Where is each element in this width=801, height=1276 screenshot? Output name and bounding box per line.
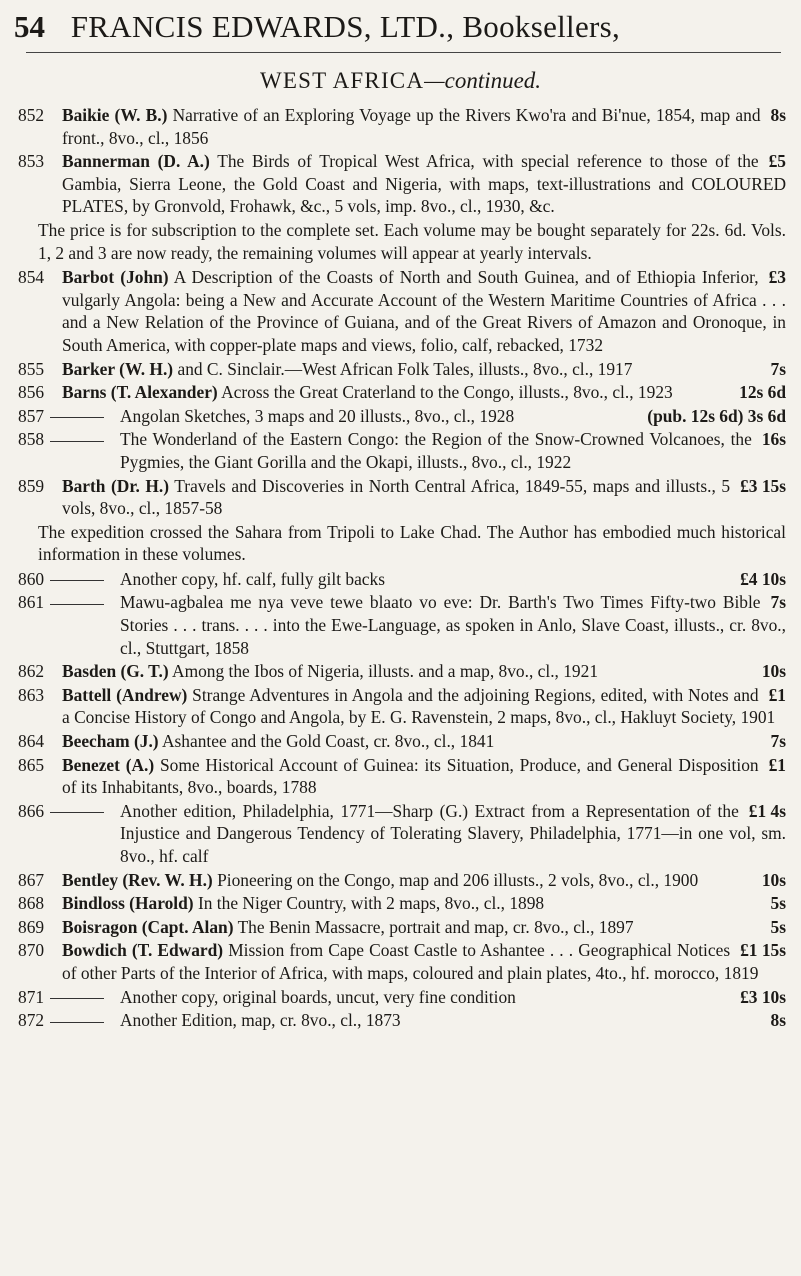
catalogue-entry [18,892,786,915]
entry-description: Ashantee and the Gold Coast, cr. 8vo., cl., 1841 [161,731,495,752]
entry-price: £4 10s [740,568,786,589]
entry-body [62,104,786,149]
entry-description: Among the Ibos of Nigeria, illusts. and a map, 8vo., cl., 1921 [172,661,599,682]
entry-author: Beecham (J.) [62,731,159,752]
entry-price: 5s [770,916,786,937]
entry-author: Barbot (John) [62,267,169,288]
catalogue-entry [18,800,786,868]
lot-number: 865 [18,754,45,775]
entry-price: 7s [770,592,786,613]
entry-author: Bannerman (D. A.) [62,151,210,172]
section-continued: —continued. [424,68,542,93]
firm-title: FRANCIS EDWARDS, LTD., Booksellers, [70,9,621,44]
catalogue-entry [18,150,786,218]
entry-note: The expedition crossed the Sahara from Tripoli to Lake Chad. The Author has embodied much historical information in these volumes. [38,521,786,565]
entry-description: Some Historical Account of Guinea: its Situation, Produce, and General Disposition of its Inhabitants, 8vo., boards, 1788 [62,754,759,798]
catalogue-entry [18,869,786,892]
catalogue-entry [18,568,786,591]
catalogue-entry [18,916,786,939]
entry-description: and C. Sinclair.—West African Folk Tales, illusts., 8vo., cl., 1917 [177,358,633,379]
entry-description: In the Niger Country, with 2 maps, 8vo., cl., 1898 [197,893,545,914]
entry-description: Another Edition, map, cr. 8vo., cl., 1873 [120,1010,401,1031]
entry-price: 8s [770,105,786,125]
entry-body [62,405,786,428]
lot-number: 871 [18,986,104,1009]
lot-number: 861 [18,591,104,614]
catalogue-entry [18,660,786,683]
entry-description: The Benin Massacre, portrait and map, cr. 8vo., cl., 1897 [237,916,634,937]
entry-body [62,684,786,729]
entry-note: The price is for subscription to the complete set. Each volume may be bought separately for 22s. 6d. Vols. 1, 2 and 3 are now ready, the remaining volumes will appear at yearly intervals. [38,219,786,263]
catalogue-entry [18,591,786,659]
entry-description: Pioneering on the Congo, map and 206 illusts., 2 vols, 8vo., cl., 1900 [217,869,699,890]
entry-body [62,892,786,915]
entry-price: (pub. 12s 6d) 3s 6d [647,405,786,426]
entry-body [62,916,786,939]
section-title: WEST AFRICA [259,68,425,93]
entry-author: Barth (Dr. H.) [62,475,170,496]
entry-body [62,986,786,1009]
entry-body [62,266,786,356]
entry-body [62,428,786,473]
entry-description: The Wonderland of the Eastern Congo: the Region of the Snow-Crowned Volcanoes, the Pygmies, the Giant Gorilla and the Okapi, illusts., 8vo., cl., 1922 [120,429,752,472]
entry-price: £1 15s [740,940,786,961]
entry-body [62,475,786,520]
entry-description: Travels and Discoveries in North Central Africa, 1849-55, maps and illusts., 5 vols, 8vo., cl., 1857-58 [62,475,731,519]
entry-body [62,568,786,591]
header-rule [26,52,781,53]
catalogue-list [18,104,786,1264]
catalogue-entry [18,1009,786,1032]
catalogue-entry [18,405,786,428]
entry-author: Benezet (A.) [62,754,155,775]
entry-author: Bindloss (Harold) [62,893,194,914]
entry-price: 16s [761,429,786,450]
catalogue-entry [18,986,786,1009]
entry-description: The Birds of Tropical West Africa, with special reference to those of the Gambia, Sierra Leone, the Gold Coast and Nigeria, with maps, text-illustrations and COLOURED PLATES, by Gronvold, Frohawk, &c., 5 vols, imp. 8vo., cl., 1930, &c. [62,151,786,217]
entry-author: Bentley (Rev. W. H.) [62,869,213,890]
entry-price: £3 [768,267,786,288]
lot-number: 868 [18,893,45,914]
entry-price: 10s [761,661,786,682]
entry-description: Another edition, Philadelphia, 1771—Sharp (G.) Extract from a Representation of the Injustice and Dangerous Tendency of Tolerating Slavery, Philadelphia, 1771—in one vol, sm. 8vo., hf. calf [120,800,786,866]
entry-body [62,800,786,868]
entry-price: 8s [770,1010,786,1031]
entry-description: Another copy, hf. calf, fully gilt backs [120,568,385,589]
entry-price: £5 [768,151,786,172]
entry-price: £1 [768,684,786,705]
entry-price: 5s [770,893,786,914]
entry-author: Barns (T. Alexander) [62,382,218,403]
catalogue-entry [18,939,786,984]
entry-price: 12s 6d [739,382,786,403]
entry-body [62,869,786,892]
catalogue-entry [18,266,786,356]
lot-number: 869 [18,916,45,937]
entry-body [62,381,786,404]
lot-number: 859 [18,475,45,496]
entry-price: 7s [770,731,786,752]
entry-price: 7s [770,358,786,379]
entry-price: 10s [761,869,786,890]
lot-number: 872 [18,1009,104,1032]
entry-body [62,150,786,218]
catalogue-entry [18,754,786,799]
catalogue-entry [18,428,786,473]
lot-number: 860 [18,568,104,591]
entry-description: Mawu-agbalea me nya veve tewe blaato vo eve: Dr. Barth's Two Times Fifty-two Bible Stories . . . trans. . . . into the Ewe-Language, as spoken in Anlo, Slave Coast, illusts., cr. 8vo., cl., Stuttgart, 1858 [120,592,786,658]
lot-number: 858 [18,428,104,451]
section-heading [0,68,801,94]
lot-number: 854 [18,267,45,288]
lot-number: 867 [18,869,45,890]
entry-price: £1 4s [748,800,786,821]
entry-body [62,660,786,683]
entry-price: £3 10s [740,986,786,1007]
entry-description: Across the Great Craterland to the Congo, illusts., 8vo., cl., 1923 [221,382,673,403]
entry-author: Basden (G. T.) [62,661,169,682]
page-number: 54 [14,9,45,44]
catalogue-entry [18,104,786,149]
catalogue-entry [18,381,786,404]
lot-number: 853 [18,151,45,172]
lot-number: 855 [18,358,45,379]
lot-number: 864 [18,731,45,752]
running-head [14,6,794,48]
catalogue-entry [18,684,786,729]
entry-price: £3 15s [740,475,786,496]
entry-description: Narrative of an Exploring Voyage up the Rivers Kwo'ra and Bi'nue, 1854, map and front., 8vo., cl., 1856 [62,105,761,148]
lot-number: 862 [18,661,45,682]
lot-number: 866 [18,800,104,823]
entry-description: Strange Adventures in Angola and the adjoining Regions, edited, with Notes and a Concise History of Congo and Angola, by E. G. Ravenstein, 2 maps, 8vo., cl., Hakluyt Society, 1901 [62,684,776,728]
entry-author: Baikie (W. B.) [62,105,168,125]
entry-author: Bowdich (T. Edward) [62,940,224,961]
lot-number: 863 [18,684,45,705]
entry-author: Boisragon (Capt. Alan) [62,916,234,937]
entry-price: £1 [768,754,786,775]
catalogue-entry [18,730,786,753]
entry-description: Angolan Sketches, 3 maps and 20 illusts., 8vo., cl., 1928 [120,405,515,426]
lot-number: 852 [18,105,45,125]
entry-body [62,591,786,659]
entry-body [62,939,786,984]
entry-description: Mission from Cape Coast Castle to Ashantee . . . Geographical Notices of other Parts of the Interior of Africa, with maps, coloured and plain plates, 4to., hf. morocco, 1819 [62,940,759,983]
entry-body [62,1009,786,1032]
entry-body [62,754,786,799]
lot-number: 857 [18,405,104,428]
catalogue-entry [18,358,786,381]
lot-number: 870 [18,940,45,961]
entry-body [62,730,786,753]
lot-number: 856 [18,382,45,403]
entry-author: Battell (Andrew) [62,684,188,705]
entry-body [62,358,786,381]
entry-author: Barker (W. H.) [62,358,174,379]
entry-description: Another copy, original boards, uncut, very fine condition [120,986,516,1007]
catalogue-entry [18,475,786,520]
entry-description: A Description of the Coasts of North and South Guinea, and of Ethiopia Inferior, vulgarly Angola: being a New and Accurate Account of the Western Maritime Countries of Africa . . . and a New Relation of the Province of Guiana, and of the Great Rivers of Amazon and Oronoque, in South America, with copper-plate maps and views, folio, calf, rebacked, 1732 [62,267,786,355]
